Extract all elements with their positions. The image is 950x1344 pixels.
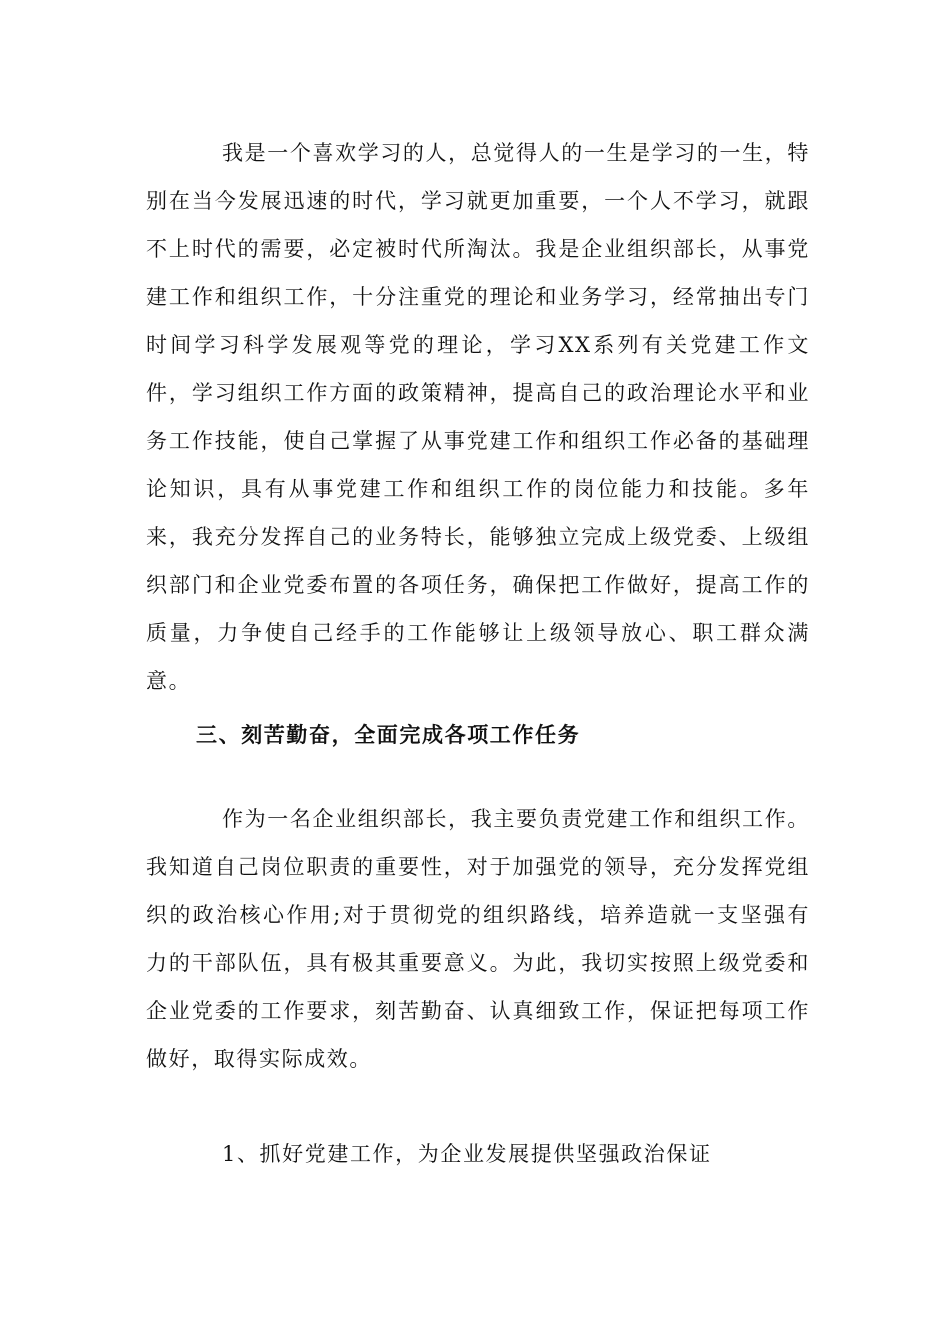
body-paragraph: 我是一个喜欢学习的人，总觉得人的一生是学习的一生，特别在当今发展迅速的时代，学习就更加重要，一个人不学习，就跟不上时代的需要，必定被时代所淘汰。我是企业组织部长，从事党建工作和组织工作，十分注重党的理论和业务学习，经常抽出专门时间学习科学发展观等党的理论，学习XX系列有关党建工作文件，学习组织工作方面的政策精神，提高自己的政治理论水平和业务工作技能，使自己掌握了从事党建工作和组织工作必备的基础理论知识，具有从事党建工作和组织工作的岗位能力和技能。多年来，我充分发挥自己的业务特长，能够独立完成上级党委、上级组织部门和企业党委布置的各项任务，确保把工作做好，提高工作的质量，力争使自己经手的工作能够让上级领导放心、职工群众满意。 bbox=[146, 141, 810, 693]
subsection-heading: 1、抓好党建工作，为企业发展提供坚强政治保证 bbox=[222, 1142, 712, 1166]
body-paragraph: 作为一名企业组织部长，我主要负责党建工作和组织工作。我知道自己岗位职责的重要性，对于加强党的领导，充分发挥党组织的政治核心作用;对于贯彻党的组织路线，培养造就一支坚强有力的干部队伍，具有极其重要意义。为此，我切实按照上级党委和企业党委的工作要求，刻苦勤奋、认真细致工作，保证把每项工作做好，取得实际成效。 bbox=[146, 807, 810, 1071]
section-heading: 三、刻苦勤奋，全面完成各项工作任务 bbox=[196, 722, 581, 747]
